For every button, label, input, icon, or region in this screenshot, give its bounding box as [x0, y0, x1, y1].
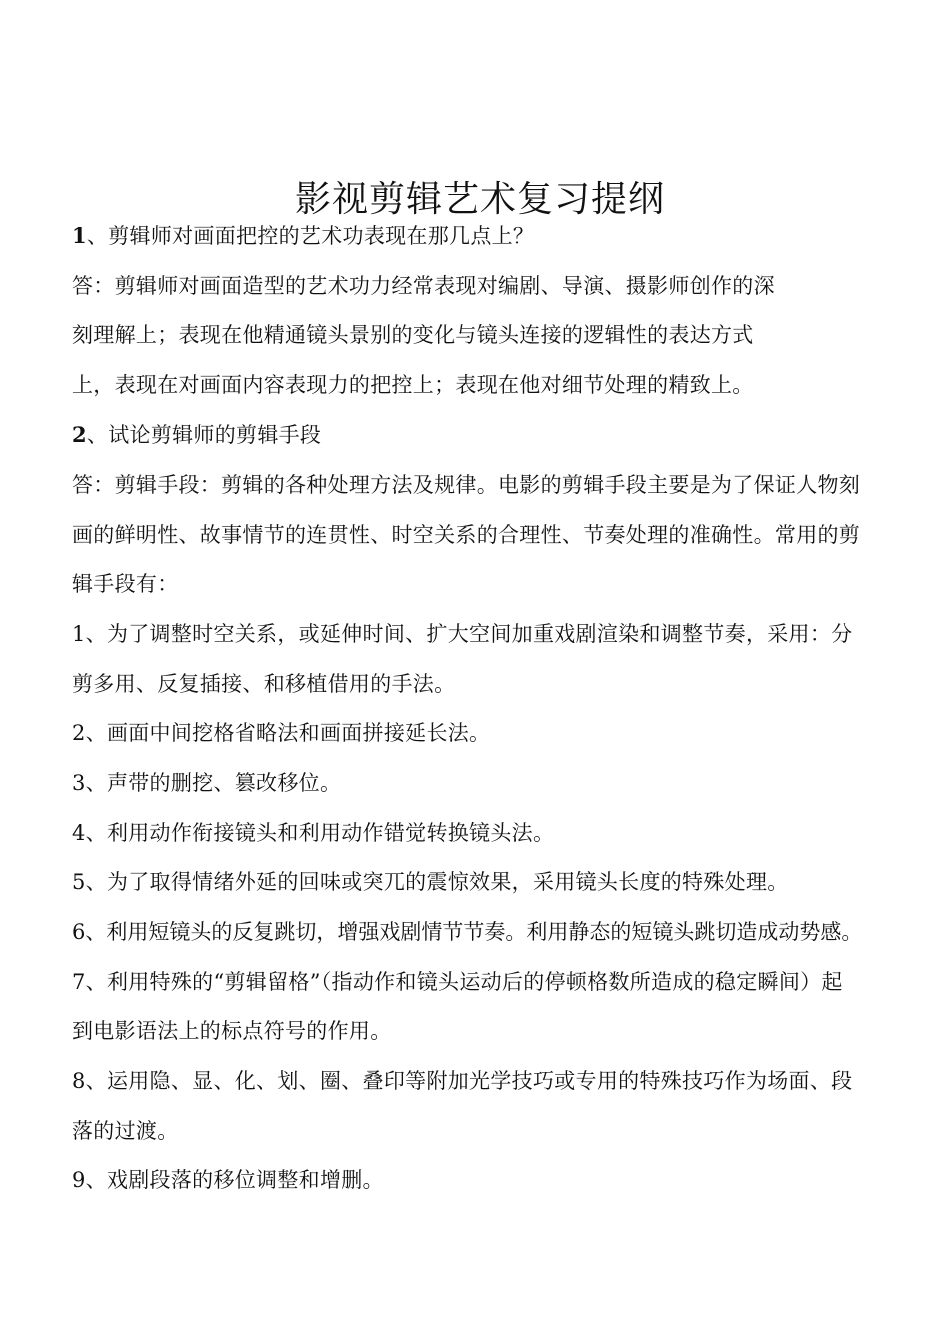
question-1 — [72, 221, 892, 251]
list-item-1-line-1: 1、为了调整时空关系，或延伸时间、扩大空间加重戏剧渲染和调整节奏，采用：分 — [72, 622, 853, 646]
answer-1-line-2: 刻理解上；表现在他精通镜头景别的变化与镜头连接的逻辑性的表达方式 — [72, 323, 754, 347]
list-item-8-line-1: 8、运用隐、显、化、划、圈、叠印等附加光学技巧或专用的特殊技巧作为场面、段 — [72, 1069, 853, 1093]
list-item-7-line-1: 7、利用特殊的“剪辑留格”（指动作和镜头运动后的停顿格数所造成的稳定瞬间）起 — [72, 970, 843, 994]
question-2-text: 、试论剪辑师的剪辑手段 — [86, 423, 322, 447]
list-item-3: 3、声带的删挖、篡改移位。 — [72, 771, 342, 795]
question-2-number: 2 — [72, 422, 87, 447]
answer-2-line-3: 辑手段有： — [72, 572, 179, 596]
question-2 — [72, 420, 892, 450]
list-item-5: 5、为了取得情绪外延的回味或突兀的震惊效果，采用镜头长度的特殊处理。 — [72, 870, 789, 894]
list-item-4: 4、利用动作衔接镜头和利用动作错觉转换镜头法。 — [72, 821, 555, 845]
answer-2-line-2: 画的鲜明性、故事情节的连贯性、时空关系的合理性、节奏处理的准确性。常用的剪 — [72, 523, 861, 547]
question-1-text: 、剪辑师对画面把控的艺术功表现在那几点上？ — [86, 224, 535, 248]
answer-1-line-1: 答：剪辑师对画面造型的艺术功力经常表现对编剧、导演、摄影师创作的深 — [72, 274, 775, 298]
list-item-7-line-2: 到电影语法上的标点符号的作用。 — [72, 1019, 392, 1043]
list-item-9: 9、戏剧段落的移位调整和增删。 — [72, 1168, 384, 1192]
list-item-6: 6、利用短镜头的反复跳切，增强戏剧情节节奏。利用静态的短镜头跳切造成动势感。 — [72, 920, 863, 944]
answer-2-line-1: 答：剪辑手段：剪辑的各种处理方法及规律。电影的剪辑手段主要是为了保证人物刻 — [72, 473, 861, 497]
question-1-number: 1 — [72, 223, 87, 248]
list-item-1-line-2: 剪多用、反复插接、和移植借用的手法。 — [72, 672, 456, 696]
answer-1-line-3: 上，表现在对画面内容表现力的把控上；表现在他对细节处理的精致上。 — [72, 373, 754, 397]
list-item-2: 2、画面中间挖格省略法和画面拼接延长法。 — [72, 721, 491, 745]
document-title: 影视剪辑艺术复习提纲 — [294, 179, 665, 221]
list-item-8-line-2: 落的过渡。 — [72, 1119, 179, 1143]
